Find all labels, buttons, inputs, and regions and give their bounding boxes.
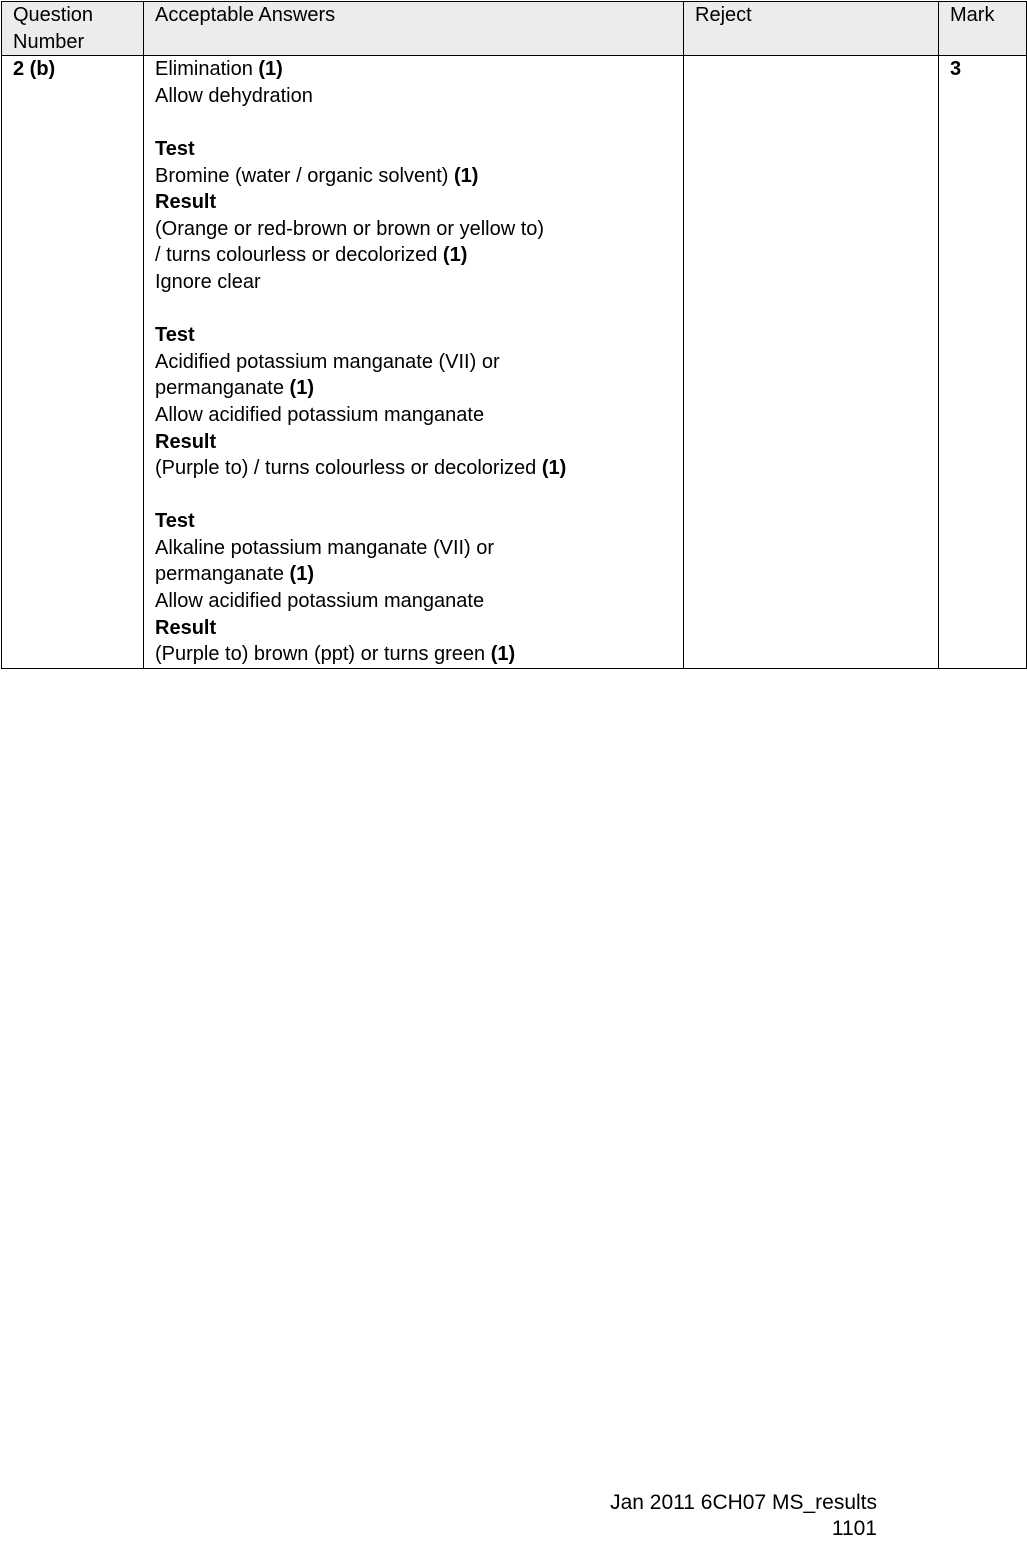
bromine-test-line (155, 163, 675, 190)
alkaline-test-text: permanganate (155, 563, 290, 586)
elimination-text: Elimination (155, 58, 259, 81)
acidified-result-label: Result (155, 430, 217, 453)
acidified-test-line2 (155, 375, 675, 402)
acidified-test-label: Test (155, 324, 195, 347)
bromine-result-mark: (1) (442, 244, 468, 267)
alkaline-test-label: Test (155, 510, 195, 533)
alkaline-result-label: Result (155, 616, 217, 639)
bromine-ignore-note: Ignore clear (155, 270, 261, 293)
mark-cell (939, 56, 1027, 669)
alkaline-result-mark: (1) (490, 643, 516, 666)
header-mark: Mark (939, 2, 1027, 56)
mark-value: 3 (950, 58, 962, 81)
question-number: 2 (b) (13, 58, 56, 81)
bromine-result-text: / turns colourless or decolorized (155, 244, 443, 267)
acidified-test-mark: (1) (289, 377, 314, 400)
bromine-result-line2 (155, 242, 675, 269)
acidified-result-mark: (1) (541, 457, 567, 480)
acidified-result-text: (Purple to) / turns colourless or decolorized (155, 457, 542, 480)
bromine-result-label: Result (155, 191, 217, 214)
acidified-result-line (155, 455, 675, 482)
alkaline-test-line1: Alkaline potassium manganate (VII) or (155, 536, 495, 559)
bromine-test-label: Test (155, 137, 195, 160)
alkaline-test-mark: (1) (289, 563, 314, 586)
question-number-cell (2, 56, 144, 669)
alkaline-result-line (155, 641, 675, 668)
alkaline-allow-note: Allow acidified potassium manganate (155, 590, 485, 613)
table-row (2, 56, 1027, 669)
bromine-test-mark: (1) (454, 164, 479, 187)
header-row (2, 2, 1027, 56)
footer-page-number: 1101 (831, 1517, 877, 1540)
acidified-test-line1: Acidified potassium manganate (VII) or (155, 350, 500, 373)
reject-cell (684, 56, 939, 669)
bromine-result-line1: (Orange or red-brown or brown or yellow to) (155, 217, 545, 240)
acceptable-answers-cell (144, 56, 684, 669)
footer-document-id: Jan 2011 6CH07 MS_results (610, 1491, 877, 1514)
alkaline-test-line2 (155, 561, 675, 588)
allow-dehydration: Allow dehydration (155, 84, 313, 107)
elimination-line (155, 56, 675, 83)
mark-scheme-table (1, 1, 1027, 669)
acidified-allow-note: Allow acidified potassium manganate (155, 403, 485, 426)
header-acceptable-answers: Acceptable Answers (144, 2, 684, 56)
header-reject: Reject (684, 2, 939, 56)
bromine-test-text: Bromine (water / organic solvent) (155, 164, 455, 187)
page-footer (540, 1490, 877, 1542)
acidified-test-text: permanganate (155, 377, 290, 400)
header-question-number: Question Number (2, 2, 144, 56)
elimination-mark: (1) (258, 58, 283, 81)
alkaline-result-text: (Purple to) brown (ppt) or turns green (155, 643, 491, 666)
